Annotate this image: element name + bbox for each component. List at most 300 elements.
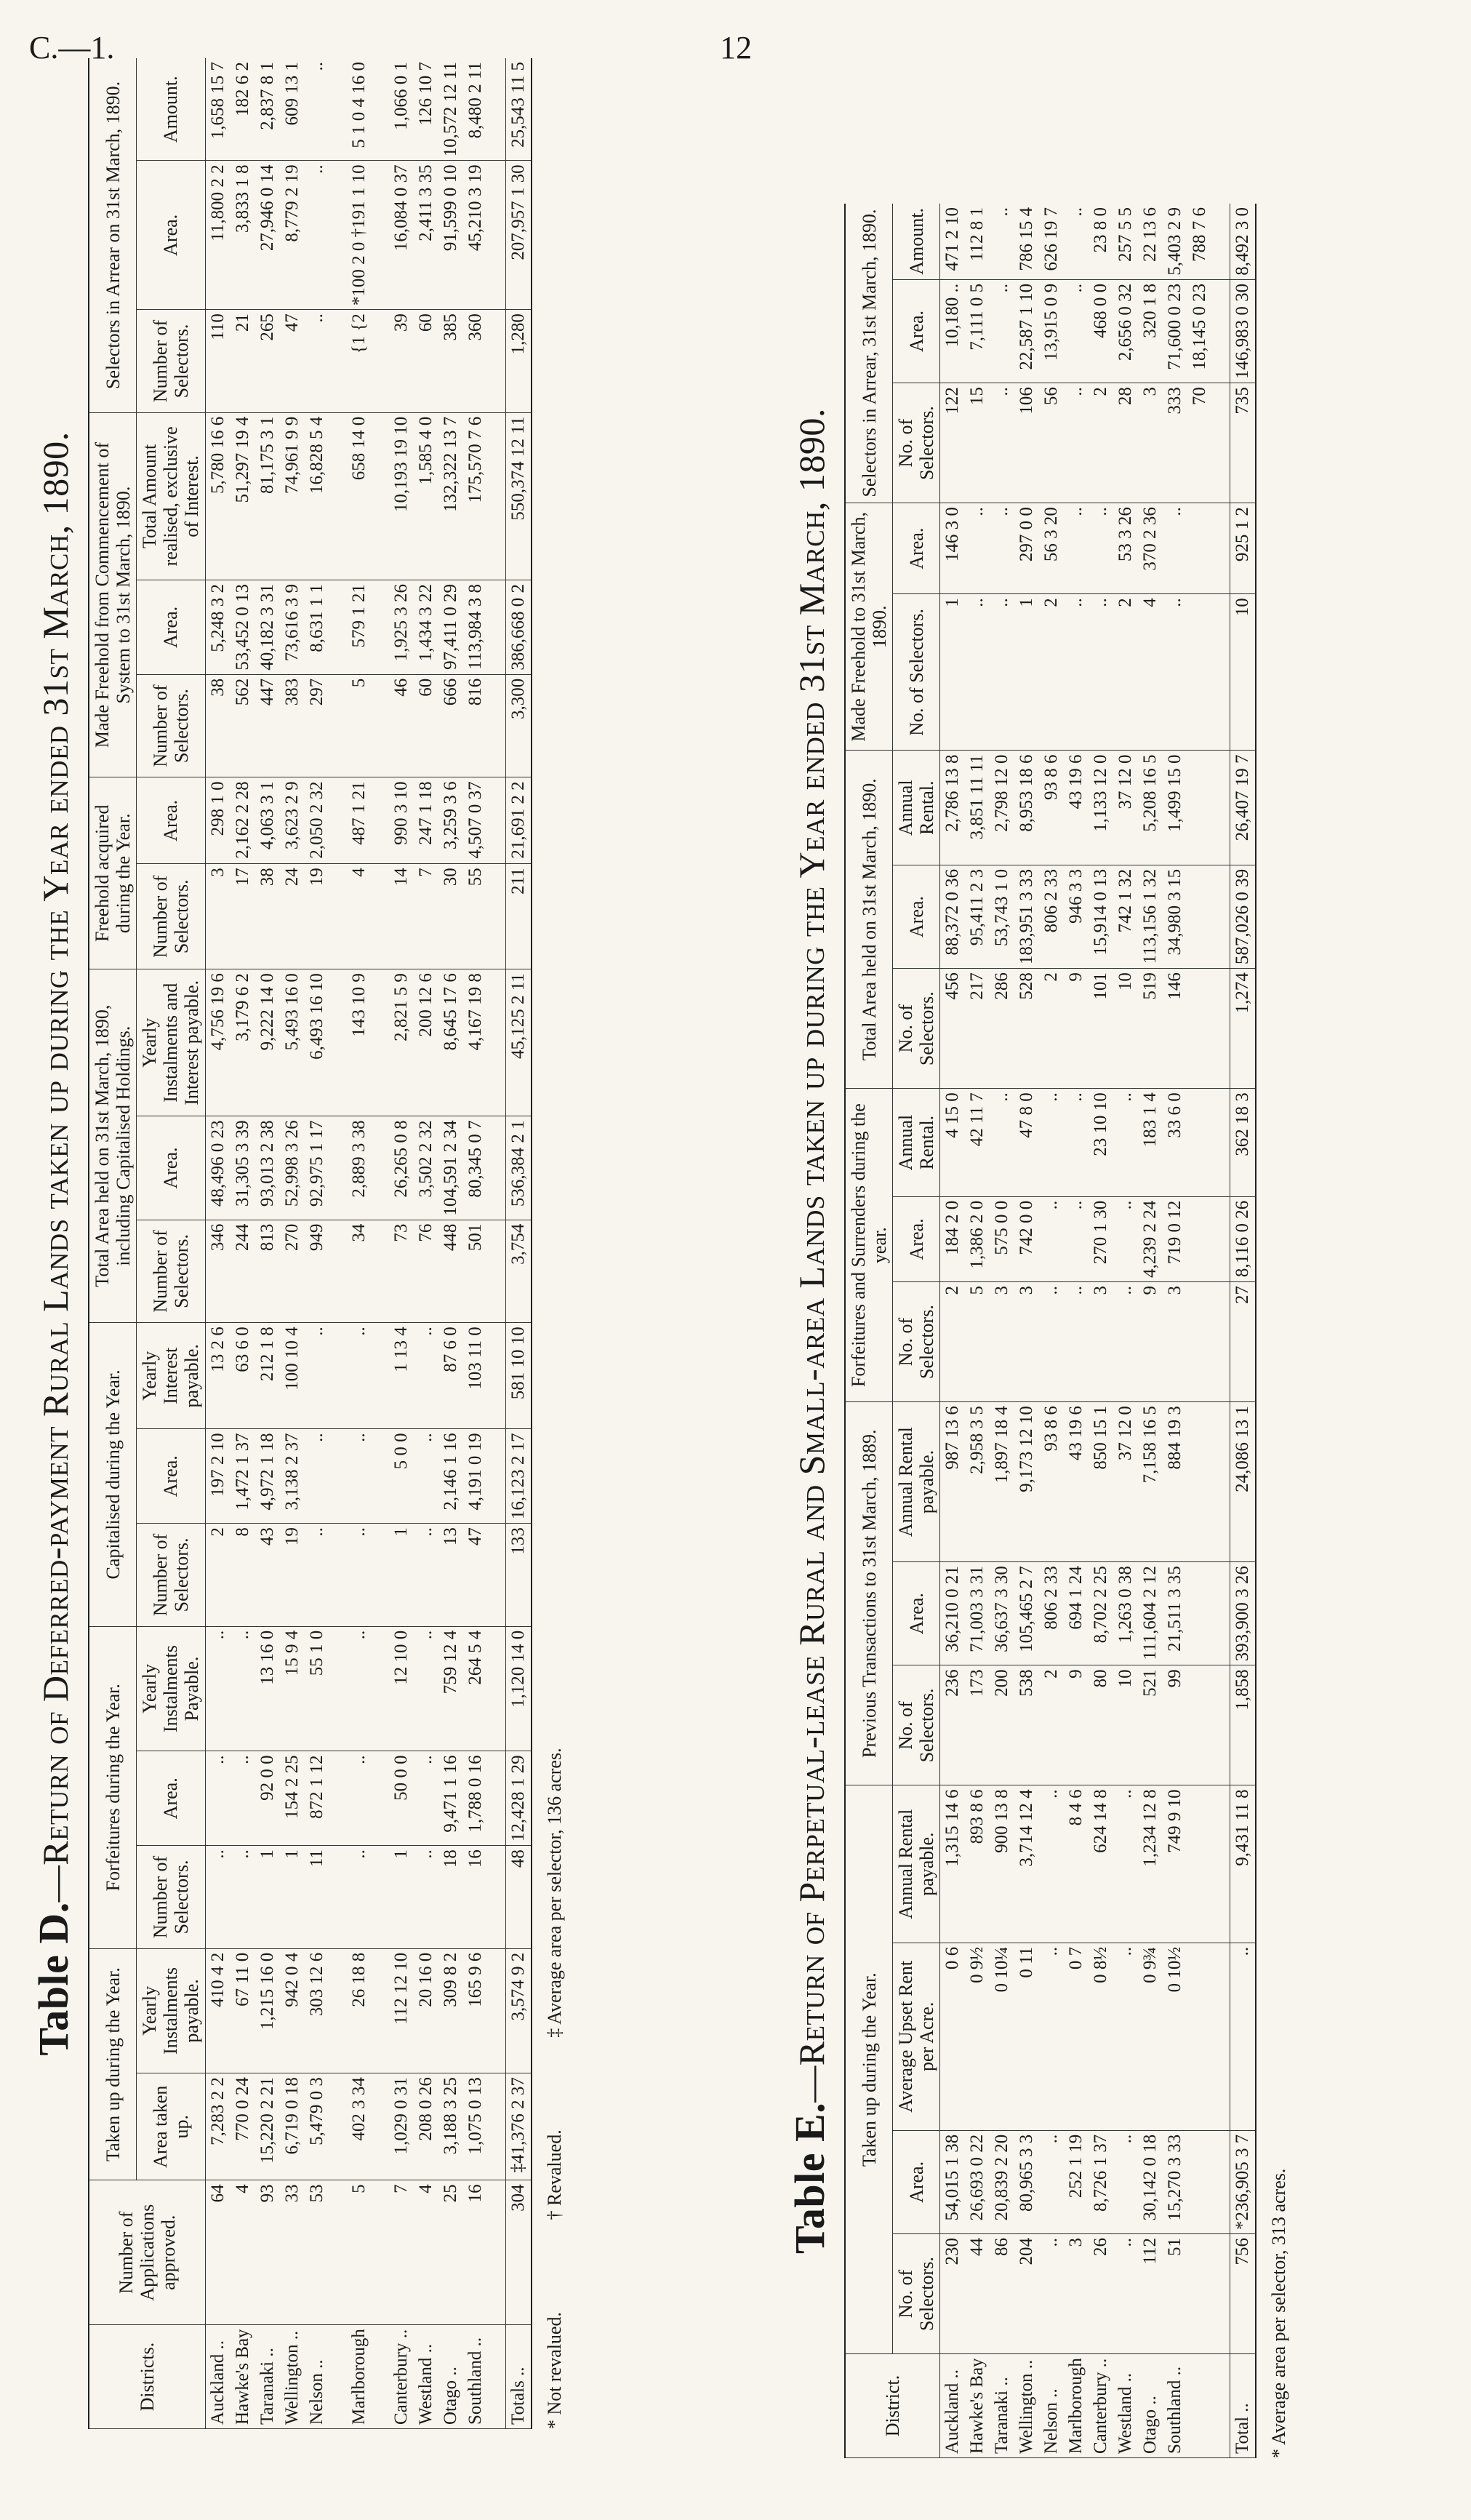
table-cell: 770 0 24: [231, 2073, 255, 2180]
col-no-selectors: No. of Selectors.: [893, 383, 940, 503]
spacer-row: [372, 58, 389, 2429]
spacer-row: [329, 58, 347, 2429]
table-cell: 10: [1113, 1665, 1138, 1785]
table-cell: 735: [1230, 383, 1256, 503]
table-cell: 2: [1039, 594, 1064, 751]
col-area: Area.: [137, 1751, 205, 1846]
group-taken-up: Taken up during the Year.: [845, 1785, 893, 2354]
table-row: [1089, 204, 1113, 2458]
table-cell: 16: [463, 1846, 488, 1949]
table-cell: 2: [1089, 383, 1113, 503]
table-cell: 5,248 3 2: [205, 580, 231, 675]
table-cell: [1187, 1402, 1212, 1562]
table-cell: 73,616 3 9: [280, 580, 305, 675]
table-cell: 122: [940, 383, 966, 503]
table-cell: 154 2 25: [280, 1751, 305, 1846]
table-cell: 9: [1138, 1282, 1163, 1402]
table-cell: ..: [1089, 594, 1113, 751]
spacer-cell: [372, 1323, 389, 1429]
table-cell: 3,623 2 9: [280, 777, 305, 864]
table-cell: 2,656 0 32: [1113, 279, 1138, 383]
table-cell: 8,492 3 0: [1230, 204, 1256, 279]
table-cell: 38: [205, 674, 231, 777]
table-cell: 71,600 0 23: [1163, 279, 1187, 383]
spacer-cell: [1212, 1665, 1230, 1785]
table-cell: 23 8 0: [1089, 204, 1113, 279]
table-cell: ..: [1064, 204, 1089, 279]
table-cell: 3: [1089, 1282, 1113, 1402]
table-row: [1187, 204, 1212, 2458]
table-cell: 13,915 0 9: [1039, 279, 1064, 383]
spacer-cell: [488, 1429, 506, 1524]
col-num-selectors: Number of Selectors.: [137, 1524, 205, 1627]
table-cell: ..: [347, 1626, 372, 1751]
table-cell: [1187, 503, 1212, 594]
table-cell: 3,179 6 2: [231, 969, 255, 1116]
table-cell: 3: [1163, 1282, 1187, 1402]
table-cell: 521: [1138, 1665, 1163, 1785]
table-cell: 264 5 4: [463, 1626, 488, 1751]
spacer-cell: [372, 2073, 389, 2180]
table-cell: [1187, 1665, 1212, 1785]
table-cell: 3,259 3 6: [438, 777, 463, 864]
table-d-body: [205, 58, 532, 2429]
district-cell: Auckland ..: [940, 2354, 966, 2458]
table-cell: ..: [231, 1751, 255, 1846]
table-cell: 104,591 2 34: [438, 1116, 463, 1220]
table-cell: ..: [231, 1846, 255, 1949]
district-cell: Total ..: [1230, 2354, 1256, 2458]
table-cell: ..: [347, 1846, 372, 1949]
table-row: [463, 58, 488, 2429]
table-cell: ..: [1064, 503, 1089, 594]
table-cell: 9,471 1 16: [438, 1751, 463, 1846]
table-cell: ..: [1113, 1943, 1138, 2130]
table-cell: ..: [1064, 1089, 1089, 1197]
table-cell: 183,951 3 33: [1014, 865, 1039, 968]
spacer-cell: [1212, 1402, 1230, 1562]
table-cell: 26,265 0 8: [389, 1116, 414, 1220]
spacer-cell: [488, 1220, 506, 1323]
table-cell: ..: [205, 1846, 231, 1949]
table-cell: 53 3 26: [1113, 503, 1138, 594]
table-cell: 87 6 0: [438, 1323, 463, 1429]
district-cell: Wellington ..: [1014, 2354, 1039, 2458]
table-cell: 304: [505, 2180, 532, 2325]
table-cell: 46: [389, 674, 414, 777]
table-cell: 26: [1089, 2234, 1113, 2354]
table-cell: 1,234 12 8: [1138, 1785, 1163, 1943]
spacer-cell: [329, 1220, 347, 1323]
district-cell: Westland ..: [414, 2325, 438, 2429]
table-cell: 30: [438, 864, 463, 969]
table-cell: 7: [414, 864, 438, 969]
table-cell: 2,411 3 35: [414, 161, 438, 310]
spacer-cell: [1212, 751, 1230, 865]
table-cell: 385: [438, 310, 463, 413]
table-cell: 1,386 2 0: [965, 1196, 990, 1281]
table-cell: *236,905 3 7: [1230, 2130, 1256, 2233]
district-cell: Hawke's Bay: [231, 2325, 255, 2429]
table-cell: ..: [1163, 503, 1187, 594]
table-cell: ..: [1113, 1282, 1138, 1402]
table-cell: 5,780 16 6: [205, 412, 231, 580]
table-cell: ..: [1064, 594, 1089, 751]
table-cell: [1187, 751, 1212, 865]
table-cell: 93 8 6: [1039, 1402, 1064, 1562]
table-cell: ..: [1064, 1196, 1089, 1281]
table-cell: 900 13 8: [990, 1785, 1014, 1943]
table-row: [414, 58, 438, 2429]
spacer-cell: [329, 2325, 347, 2429]
table-cell: 9: [1064, 969, 1089, 1089]
table-cell: 12 10 0: [389, 1626, 414, 1751]
table-cell: 197 2 10: [205, 1429, 231, 1524]
spacer-cell: [1212, 865, 1230, 968]
table-cell: 3,754: [505, 1220, 532, 1323]
table-cell: 3,714 12 4: [1014, 1785, 1039, 1943]
table-cell: 2,798 12 0: [990, 751, 1014, 865]
table-e: [844, 204, 1256, 2458]
table-row: [205, 58, 231, 2429]
table-cell: ..: [1064, 279, 1089, 383]
table-cell: [1187, 1282, 1212, 1402]
table-cell: 20,839 2 20: [990, 2130, 1014, 2233]
district-cell: Canterbury ..: [389, 2325, 414, 2429]
table-cell: 1,315 14 6: [940, 1785, 966, 1943]
table-cell: 1,858: [1230, 1665, 1256, 1785]
table-cell: 15,914 0 13: [1089, 865, 1113, 968]
table-cell: 3,574 9 2: [505, 1948, 532, 2073]
table-cell: 43 19 6: [1064, 1402, 1089, 1562]
table-cell: ..: [347, 1751, 372, 1846]
spacer-cell: [1212, 1785, 1230, 1943]
spacer-cell: [372, 412, 389, 580]
table-row: [438, 58, 463, 2429]
spacer-cell: [1212, 969, 1230, 1089]
table-cell: 16,828 5 4: [305, 412, 329, 580]
table-cell: 63 6 0: [231, 1323, 255, 1429]
table-cell: 987 13 6: [940, 1402, 966, 1562]
table-cell: 51,297 19 4: [231, 412, 255, 580]
table-cell: 20 16 0: [414, 1948, 438, 2073]
table-cell: 208 0 26: [414, 2073, 438, 2180]
spacer-cell: [329, 674, 347, 777]
district-cell: Southland ..: [463, 2325, 488, 2429]
table-cell: 2: [1113, 594, 1138, 751]
table-cell: 146 3 0: [940, 503, 966, 594]
table-cell: 1: [389, 1524, 414, 1627]
table-cell: 942 0 4: [280, 1948, 305, 2073]
col-num-selectors: Number of Selectors.: [137, 864, 205, 969]
table-cell: 204: [1014, 2234, 1039, 2354]
table-cell: 99: [1163, 1665, 1187, 1785]
table-cell: 1,280: [505, 310, 532, 413]
table-cell: 1: [1014, 594, 1039, 751]
table-cell: 184 2 0: [940, 1196, 966, 1281]
table-cell: 113,984 3 8: [463, 580, 488, 675]
table-cell: 528: [1014, 969, 1039, 1089]
table-cell: 38: [255, 864, 280, 969]
spacer-row: [488, 58, 506, 2429]
group-forfeitures: Forfeitures during the Year.: [89, 1626, 137, 1948]
table-cell: 1,215 16 0: [255, 1948, 280, 2073]
table-cell: {1 {2: [347, 310, 372, 413]
table-cell: 67 11 0: [231, 1948, 255, 2073]
table-cell: 132,322 13 7: [438, 412, 463, 580]
table-cell: 575 0 0: [990, 1196, 1014, 1281]
spacer-cell: [1212, 1562, 1230, 1665]
table-cell: 25: [438, 2180, 463, 2325]
col-districts: Districts.: [89, 2325, 205, 2429]
spacer-cell: [329, 58, 347, 161]
group-capitalised: Capitalised during the Year.: [89, 1323, 137, 1627]
table-cell: 8,645 17 6: [438, 969, 463, 1116]
spacer-cell: [488, 2073, 506, 2180]
table-cell: 2: [940, 1282, 966, 1402]
table-cell: 270 1 30: [1089, 1196, 1113, 1281]
table-cell: 456: [940, 969, 966, 1089]
spacer-cell: [372, 580, 389, 675]
table-cell: 4,191 0 19: [463, 1429, 488, 1524]
table-cell: 212 1 8: [255, 1323, 280, 1429]
col-num-selectors: Number of Selectors.: [137, 674, 205, 777]
table-cell: ..: [1230, 1943, 1256, 2130]
table-cell: ..: [990, 594, 1014, 751]
table-cell: 297: [305, 674, 329, 777]
table-cell: 15,270 3 33: [1163, 2130, 1187, 2233]
table-cell: 173: [965, 1665, 990, 1785]
table-cell: ..: [347, 1323, 372, 1429]
table-d-footnotes: [544, 58, 566, 2429]
spacer-cell: [1212, 2130, 1230, 2233]
spacer-cell: [372, 1220, 389, 1323]
table-cell: 303 12 6: [305, 1948, 329, 2073]
table-cell: [1187, 1089, 1212, 1197]
table-cell: 286: [990, 969, 1014, 1089]
group-arrear: Selectors in Arrear, 31st March, 1890.: [845, 204, 893, 503]
table-cell: 8,631 1 1: [305, 580, 329, 675]
spacer-cell: [329, 864, 347, 969]
table-cell: 3: [1138, 383, 1163, 503]
table-cell: 16,084 0 37: [389, 161, 414, 310]
table-cell: 1,585 4 0: [414, 412, 438, 580]
table-cell: 21: [231, 310, 255, 413]
table-cell: 183 1 4: [1138, 1089, 1163, 1197]
district-cell: Totals ..: [505, 2325, 532, 2429]
table-cell: 362 18 3: [1230, 1089, 1256, 1197]
table-cell: 370 2 36: [1138, 503, 1163, 594]
table-cell: 53,452 0 13: [231, 580, 255, 675]
table-cell: 15 9 4: [280, 1626, 305, 1751]
table-cell: ..: [347, 1524, 372, 1627]
table-cell: 8,726 1 37: [1089, 2130, 1113, 2233]
col-yearly-instalments-p: Yearly Instalments Payable.: [137, 1626, 205, 1751]
table-cell: ..: [347, 1429, 372, 1524]
group-made-freehold: Made Freehold from Commencement of System to 31st March, 1890.: [89, 412, 137, 777]
spacer-cell: [372, 161, 389, 310]
table-cell: 658 14 0: [347, 412, 372, 580]
table-row: [940, 204, 966, 2458]
table-cell: 60: [414, 310, 438, 413]
spacer-cell: [329, 969, 347, 1116]
table-cell: 4 15 0: [940, 1089, 966, 1197]
district-cell: Canterbury ..: [1089, 2354, 1113, 2458]
spacer-cell: [329, 2073, 347, 2180]
col-area: Area.: [893, 503, 940, 594]
table-cell: 2,162 2 28: [231, 777, 255, 864]
table-cell: 1: [255, 1846, 280, 1949]
table-cell: 1,499 15 0: [1163, 751, 1187, 865]
spacer-cell: [372, 864, 389, 969]
spacer-cell: [488, 2180, 506, 2325]
table-cell: ..: [965, 594, 990, 751]
table-cell: 1 13 4: [389, 1323, 414, 1429]
col-area-taken: Area taken up.: [137, 2073, 205, 2180]
table-cell: 5 1 0 4 16 0: [347, 58, 372, 161]
table-cell: 47 8 0: [1014, 1089, 1039, 1197]
table-cell: 813: [255, 1220, 280, 1323]
table-cell: 17: [231, 864, 255, 969]
table-cell: 893 8 6: [965, 1785, 990, 1943]
district-cell: Taranaki ..: [990, 2354, 1014, 2458]
table-cell: 26,693 0 22: [965, 2130, 990, 2233]
col-no-selectors: No. of Selectors.: [893, 1282, 940, 1402]
col-area: Area.: [137, 1116, 205, 1220]
table-cell: 55: [463, 864, 488, 969]
spacer-cell: [1212, 204, 1230, 279]
group-total-held: Total Area held on 31st March, 1890, including Capitalised Holdings.: [89, 969, 137, 1323]
table-cell: 2,889 3 38: [347, 1116, 372, 1220]
table-cell: 360: [463, 310, 488, 413]
table-cell: 1,029 0 31: [389, 2073, 414, 2180]
table-cell: 9,431 11 8: [1230, 1785, 1256, 1943]
table-cell: 519: [1138, 969, 1163, 1089]
district-cell: Otago ..: [438, 2325, 463, 2429]
spacer-cell: [372, 777, 389, 864]
table-cell: 4,167 19 8: [463, 969, 488, 1116]
spacer-cell: [488, 1524, 506, 1627]
col-area: Area.: [137, 580, 205, 675]
table-cell: 80,965 3 3: [1014, 2130, 1039, 2233]
table-cell: 34,980 3 15: [1163, 865, 1187, 968]
district-cell: Nelson ..: [305, 2325, 329, 2429]
table-cell: 230: [940, 2234, 966, 2354]
table-cell: 4,972 1 18: [255, 1429, 280, 1524]
table-cell: 749 9 10: [1163, 1785, 1187, 1943]
table-cell: 949: [305, 1220, 329, 1323]
table-row: [231, 58, 255, 2429]
table-cell: ..: [1039, 1785, 1064, 1943]
col-yearly-inst-int: Yearly Instalments and Interest payable.: [137, 969, 205, 1116]
table-cell: 56 3 20: [1039, 503, 1064, 594]
table-cell: [1187, 2130, 1212, 2233]
table-cell: 4,063 3 1: [255, 777, 280, 864]
table-cell: 5 0 0: [389, 1429, 414, 1524]
table-row: [1113, 204, 1138, 2458]
table-cell: 5: [347, 674, 372, 777]
table-cell: 471 2 10: [940, 204, 966, 279]
table-cell: 468 0 0: [1089, 279, 1113, 383]
table-cell: ..: [965, 503, 990, 594]
table-cell: 18,145 0 23: [1187, 279, 1212, 383]
table-cell: 1,066 0 1: [389, 58, 414, 161]
table-cell: 10: [1113, 969, 1138, 1089]
table-cell: 112 8 1: [965, 204, 990, 279]
table-cell: 13 2 6: [205, 1323, 231, 1429]
table-cell: 30,142 0 18: [1138, 2130, 1163, 2233]
footnote: * Average area per selector, 313 acres.: [1268, 2168, 1290, 2458]
table-cell: 5,493 16 0: [280, 969, 305, 1116]
table-cell: 816: [463, 674, 488, 777]
spacer-cell: [1212, 503, 1230, 594]
table-cell: 7,158 16 5: [1138, 1402, 1163, 1562]
table-cell: 410 4 2: [205, 1948, 231, 2073]
col-total-amount: Total Amount realised, exclusive of Interest.: [137, 412, 205, 580]
table-cell: 37 12 0: [1113, 1402, 1138, 1562]
table-cell: 101: [1089, 969, 1113, 1089]
table-cell: 1,075 0 13: [463, 2073, 488, 2180]
table-cell: 6,493 16 10: [305, 969, 329, 1116]
table-cell: ..: [990, 383, 1014, 503]
table-cell: 200: [990, 1665, 1014, 1785]
table-cell: [1187, 1196, 1212, 1281]
table-cell: ..: [305, 1323, 329, 1429]
table-cell: 13: [438, 1524, 463, 1627]
table-cell: 0 7: [1064, 1943, 1089, 2130]
spacer-cell: [1212, 1196, 1230, 1281]
table-cell: 0 8½: [1089, 1943, 1113, 2130]
table-cell: 4: [347, 864, 372, 969]
table-cell: 786 15 4: [1014, 204, 1039, 279]
spacer-cell: [1212, 1282, 1230, 1402]
table-cell: 4,239 2 24: [1138, 1196, 1163, 1281]
group-total-held: Total Area held on 31st March, 1890.: [845, 751, 893, 1089]
table-cell: 45,210 3 19: [463, 161, 488, 310]
table-cell: 146,983 0 30: [1230, 279, 1256, 383]
spacer-cell: [329, 2180, 347, 2325]
spacer-cell: [488, 161, 506, 310]
table-row: [280, 58, 305, 2429]
table-cell: 34: [347, 1220, 372, 1323]
table-cell: 7,283 2 2: [205, 2073, 231, 2180]
spacer-cell: [1212, 2234, 1230, 2354]
table-cell: 26 18 8: [347, 1948, 372, 2073]
table-cell: 51: [1163, 2234, 1187, 2354]
table-cell: 18: [438, 1846, 463, 1949]
spacer-cell: [372, 1116, 389, 1220]
group-taken-up: Taken up during the Year.: [89, 1948, 137, 2180]
table-row: [990, 204, 1014, 2458]
table-cell: ..: [1113, 2130, 1138, 2233]
col-annual-rental: Annual Rental.: [893, 751, 940, 865]
table-cell: 47: [463, 1524, 488, 1627]
table-cell: 1,897 18 4: [990, 1402, 1014, 1562]
table-cell: 3: [205, 864, 231, 969]
table-cell: 24: [280, 864, 305, 969]
spacer-cell: [488, 1116, 506, 1220]
table-e-footnotes: [1268, 204, 1290, 2458]
table-cell: 2,146 1 16: [438, 1429, 463, 1524]
col-area: Area.: [137, 1429, 205, 1524]
table-cell: ..: [1113, 1785, 1138, 1943]
table-row: [1138, 204, 1163, 2458]
district-cell: Auckland ..: [205, 2325, 231, 2429]
table-cell: 97,411 0 29: [438, 580, 463, 675]
spacer-cell: [329, 161, 347, 310]
table-e-body: [940, 204, 1256, 2458]
table-cell: 270: [280, 1220, 305, 1323]
